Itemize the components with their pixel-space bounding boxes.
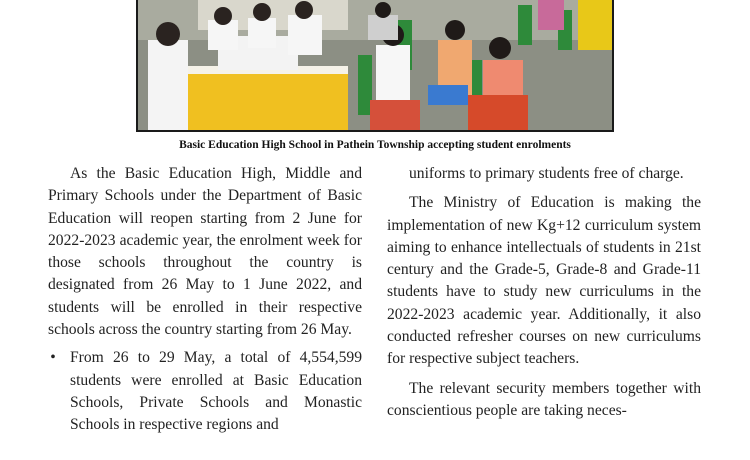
list-item	[50, 347, 362, 436]
photo-caption: Basic Education High School in Pathein Township accepting student enrolments	[179, 139, 571, 151]
article-left-column	[48, 163, 362, 437]
curriculum-paragraph: The Ministry of Education is making the implementation of new Kg+12 curriculum system aiming to enhance intellectuals of students in 21st century and the Grade-5, Grade-8 and Grade-11 students have to study new curriculums in the 2022-2023 academic year. Additionally, it also conducted refresher courses on new curriculums for respective subject teachers.	[387, 194, 701, 368]
bullet-text: From 26 to 29 May, a total of 4,554,599 students were enrolled at Basic Education Schools, Private Schools and Monastic Schools in respective regions and	[70, 349, 362, 434]
continued-paragraph: uniforms to primary students free of charge.	[409, 165, 684, 182]
bullet-list	[48, 347, 362, 436]
article-right-column	[387, 163, 701, 422]
bullet-icon: •	[50, 349, 56, 367]
security-paragraph: The relevant security members together with conscientious people are taking neces-	[387, 379, 701, 419]
enrolment-photo	[136, 0, 614, 132]
photo-illustration	[138, 0, 614, 132]
enrolment-paragraph: As the Basic Education High, Middle and Primary Schools under the Department of Basic Education will reopen starting from 2 June for 2022-2023 academic year, the enrolment week for those schools throughout the country is designated from 26 May to 1 June 2022, and students will be enrolled in their respective schools across the country starting from 26 May.	[48, 165, 362, 339]
